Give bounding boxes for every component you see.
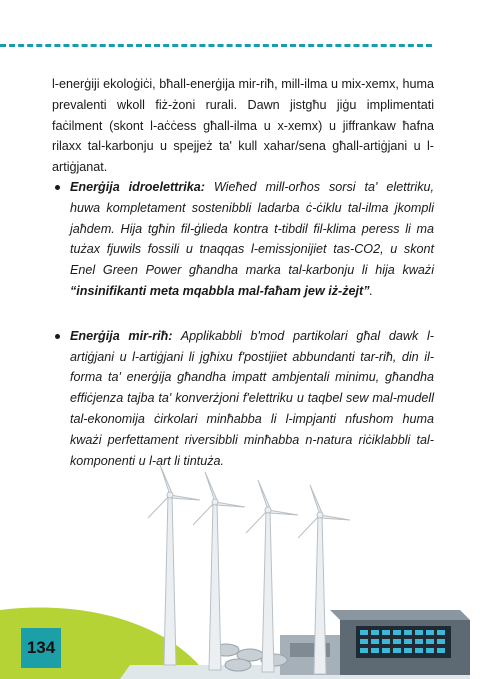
intro-paragraph: l-enerġiji ekoloġiċi, bħall-enerġija mir-riħ, mill-ilma u mix-xemx, huma prevalenti wkoll fiż-żoni rurali. Dawn jistgħu jiġu implimentati faċilment (skont l-aċċess għall-ilma u x-xemx) u jiffrankaw ħafna rilaxx tal-karbonju u spejjeż ta' kull xahar/sena għall-artiġjani u l-artiġjanat.	[52, 77, 434, 175]
bullet-wind	[52, 326, 434, 472]
page-number-badge: 134	[21, 628, 61, 668]
bullet-title-wind: Enerġija mir-riħ:	[70, 328, 173, 343]
dashed-divider	[0, 44, 432, 47]
bullet-hydroelectric	[52, 177, 434, 302]
bullet-end-hydro: .	[369, 283, 374, 298]
bullet-dot	[55, 185, 60, 190]
wind-turbine-2-icon	[193, 472, 245, 670]
bullet-dot	[55, 334, 60, 339]
bullet-title-hydro: Enerġija idroelettrika:	[70, 180, 205, 194]
bullet-body-hydro: Wieħed mill-orħos sorsi ta' elettriku, huwa kompletament sostenibbli ladarba ċ-ċiklu tal-ilma jkompli jaħdem. Hija tgħin fil-ġlieda kontra t-tibdil fil-klima peress li ma tużax fjuwils fossili u tnaqqas l-emissjonijiet tas-CO2, u skont Enel Green Power għandha marka tal-karbonju li hija kważi	[70, 180, 434, 278]
bullet-body-wind: Applikabbli b'mod partikolari għal dawk l-artiġjani u l-artiġjani li jgħixu f'postijiet abbundanti tar-riħ, din il-forma ta' enerġija għandha impatt ambjentali minimu, għandha effiċjenza tajba ta' konverżjoni f'elettriku u taqbel sew mal-mudell tal-ekonomija ċirkolari minħabba li l-impjanti nfushom huma kważi perfettament riversibbli minħabba n-natura riċiklabbli tal-komponenti u l-art li tintuża.	[70, 328, 434, 468]
bullet-quote-hydro: “insinifikanti meta mqabbla mal-faħam jew iż-żejt”	[70, 283, 370, 298]
wind-farm-illustration	[0, 460, 480, 679]
bullet-list	[52, 177, 434, 471]
